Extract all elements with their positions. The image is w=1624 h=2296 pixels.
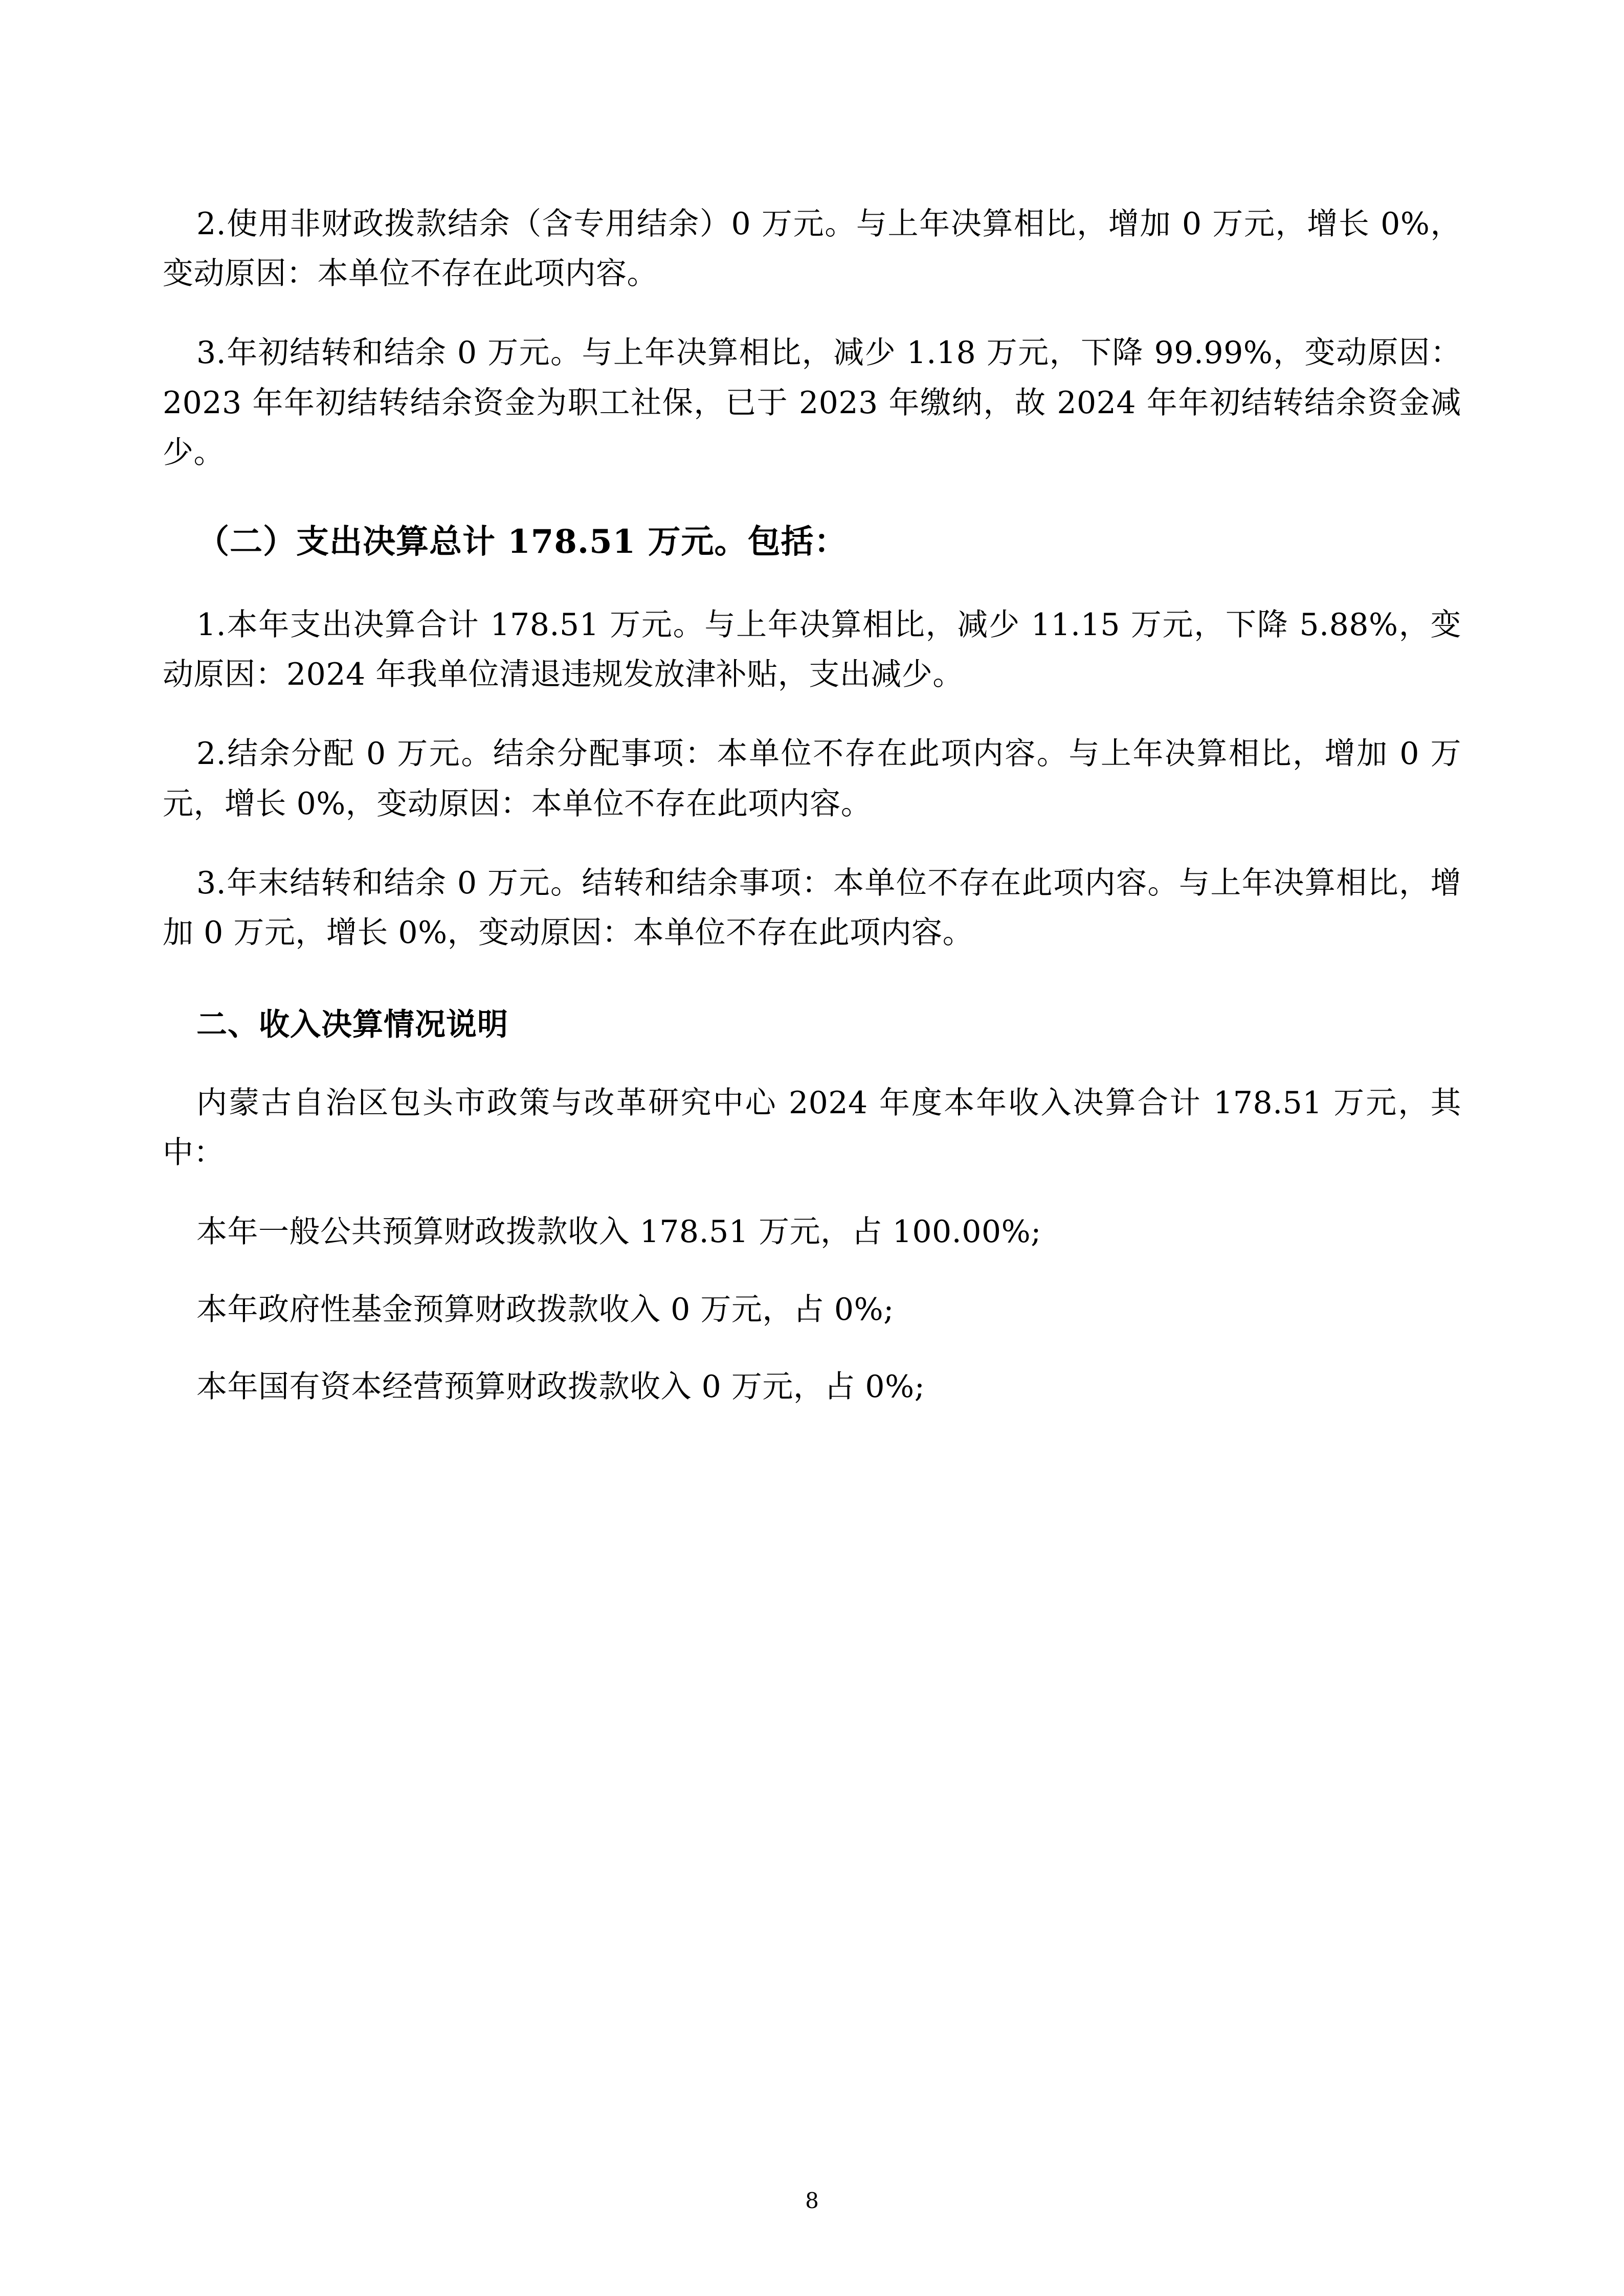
paragraph-revenue-total: 内蒙古自治区包头市政策与改革研究中心 2024 年度本年收入决算合计 178.51 万元，其中： <box>163 1085 1461 1171</box>
heading-expenditure-total: （二）支出决算总计 178.51 万元。包括： <box>196 522 848 561</box>
document-body <box>163 199 1461 1412</box>
paragraph-beginning-balance: 3.年初结转和结余 0 万元。与上年决算相比，减少 1.18 万元，下降 99.99%，变动原因：2023 年年初结转结余资金为职工社保，已于 2023 年缴纳，故 2024 年年初结转结余资金减少。 <box>163 335 1461 470</box>
paragraph-government-fund-budget-revenue: 本年政府性基金预算财政拨款收入 0 万元，占 0%; <box>196 1291 894 1327</box>
paragraph-annual-expenditure: 1.本年支出决算合计 178.51 万元。与上年决算相比，减少 11.15 万元，下降 5.88%，变动原因：2024 年我单位清退违规发放津补贴，支出减少。 <box>163 606 1461 693</box>
paragraph-state-capital-budget-revenue: 本年国有资本经营预算财政拨款收入 0 万元，占 0%; <box>196 1368 925 1405</box>
paragraph-general-public-budget-revenue: 本年一般公共预算财政拨款收入 178.51 万元，占 100.00%; <box>196 1214 1041 1250</box>
paragraph-non-fiscal-surplus: 2.使用非财政拨款结余（含专用结余）0 万元。与上年决算相比，增加 0 万元，增长 0%，变动原因：本单位不存在此项内容。 <box>163 206 1461 292</box>
page-number: 8 <box>805 2188 819 2213</box>
heading-revenue-explanation: 二、收入决算情况说明 <box>196 1007 508 1043</box>
paragraph-surplus-distribution: 2.结余分配 0 万元。结余分配事项：本单位不存在此项内容。与上年决算相比，增加 0 万元，增长 0%，变动原因：本单位不存在此项内容。 <box>163 736 1461 822</box>
paragraph-year-end-balance: 3.年末结转和结余 0 万元。结转和结余事项：本单位不存在此项内容。与上年决算相比，增加 0 万元，增长 0%，变动原因：本单位不存在此项内容。 <box>163 865 1461 951</box>
